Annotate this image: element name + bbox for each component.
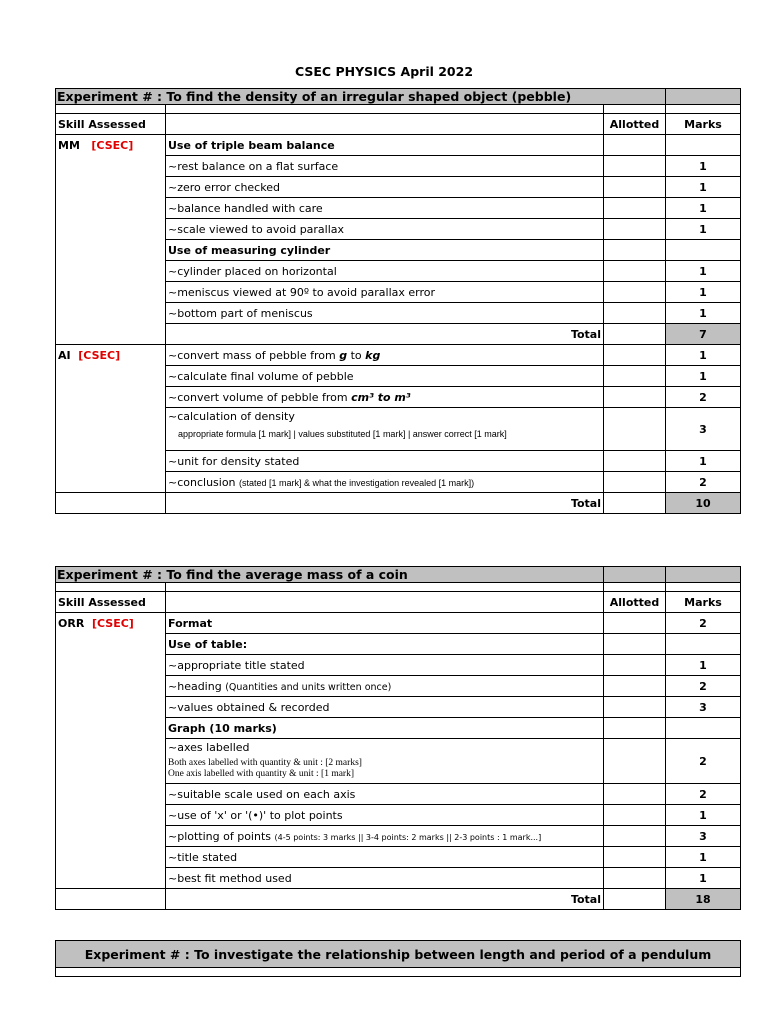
col-marks: Marks [666,114,741,135]
col-skill-assessed: Skill Assessed [56,114,166,135]
experiment-2-table [55,566,741,910]
criterion: ~heading (Quantities and units written once) [166,676,604,697]
criterion: ~scale viewed to avoid parallax [166,219,604,240]
csec-tag: [CSEC] [91,616,134,630]
criterion: ~rest balance on a flat surface [166,156,604,177]
criterion: ~values obtained & recorded [166,697,604,718]
mark-value: 2 [666,387,741,408]
mark-value: 1 [666,847,741,868]
experiment-2-heading: Experiment # : To find the average mass of a coin [56,567,604,583]
mark-value: 1 [666,198,741,219]
criterion: ~use of 'x' or '(•)' to plot points [166,805,604,826]
page-title: CSEC PHYSICS April 2022 [294,64,474,79]
col-allotted: Allotted [604,114,666,135]
total-label: Total [166,493,604,514]
criterion: ~appropriate title stated [166,655,604,676]
mark-value: 2 [666,676,741,697]
criterion: ~title stated [166,847,604,868]
graph-heading: Graph (10 marks) [166,718,604,739]
density-note: appropriate formula [1 mark] | values substituted [1 mark] | answer correct [1 mark] [178,429,507,439]
balance-heading: Use of triple beam balance [166,135,604,156]
mark-value: 1 [666,805,741,826]
criterion-axes: ~axes labelled Both axes labelled with quantity & unit : [2 marks] One axis labelled with quantity & unit : [1 mark] [166,739,604,784]
mark-value: 3 [666,826,741,847]
mark-value: 1 [666,655,741,676]
criterion: ~convert mass of pebble from g to kg [166,345,604,366]
mark-value: 3 [666,697,741,718]
criterion: ~meniscus viewed at 90º to avoid parallax error [166,282,604,303]
skill-ai: AI [CSEC] [56,345,166,366]
experiment-3-heading: Experiment # : To investigate the relationship between length and period of a pendulum [56,941,741,968]
mark-value: 1 [666,451,741,472]
ai-total: 10 [666,493,741,514]
criterion: ~calculate final volume of pebble [166,366,604,387]
mark-value: 2 [666,784,741,805]
mm-total: 7 [666,324,741,345]
mark-value: 1 [666,156,741,177]
criterion: ~cylinder placed on horizontal [166,261,604,282]
criterion: ~unit for density stated [166,451,604,472]
csec-tag: [CSEC] [91,138,134,152]
mark-value: 1 [666,366,741,387]
mark-value: 1 [666,219,741,240]
experiment-1-heading: Experiment # : To find the density of an irregular shaped object (pebble) [56,89,666,105]
mark-value: 3 [666,408,741,451]
criterion-density: ~calculation of density appropriate formula [1 mark] | values substituted [1 mark] | answer correct [1 mark] [166,408,604,451]
csec-tag: [CSEC] [78,348,121,362]
cylinder-heading: Use of measuring cylinder [166,240,604,261]
orr-total: 18 [666,889,741,910]
format-heading: Format [166,613,604,634]
mark-value: 1 [666,177,741,198]
mark-value: 1 [666,261,741,282]
criterion: ~best fit method used [166,868,604,889]
criterion: ~suitable scale used on each axis [166,784,604,805]
criterion: ~balance handled with care [166,198,604,219]
col-skill-assessed: Skill Assessed [56,592,166,613]
experiment-1-table [55,88,741,514]
mark-value: 2 [666,613,741,634]
experiment-3-table [55,940,741,977]
criterion: ~zero error checked [166,177,604,198]
skill-orr: ORR [CSEC] [56,613,166,634]
mark-value: 2 [666,472,741,493]
total-label: Total [166,324,604,345]
skill-mm: MM [CSEC] [56,135,166,156]
criterion: ~plotting of points (4-5 points: 3 marks || 3-4 points: 2 marks || 2-3 points : 1 mark...] [166,826,604,847]
mark-value: 1 [666,868,741,889]
mark-value: 1 [666,303,741,324]
table-heading: Use of table: [166,634,604,655]
mark-value: 1 [666,345,741,366]
criterion: ~bottom part of meniscus [166,303,604,324]
mark-value: 1 [666,282,741,303]
mark-value: 2 [666,739,741,784]
total-label: Total [166,889,604,910]
col-allotted: Allotted [604,592,666,613]
criterion: ~conclusion (stated [1 mark] & what the investigation revealed [1 mark]) [166,472,604,493]
criterion: ~convert volume of pebble from cm³ to m³ [166,387,604,408]
col-marks: Marks [666,592,741,613]
